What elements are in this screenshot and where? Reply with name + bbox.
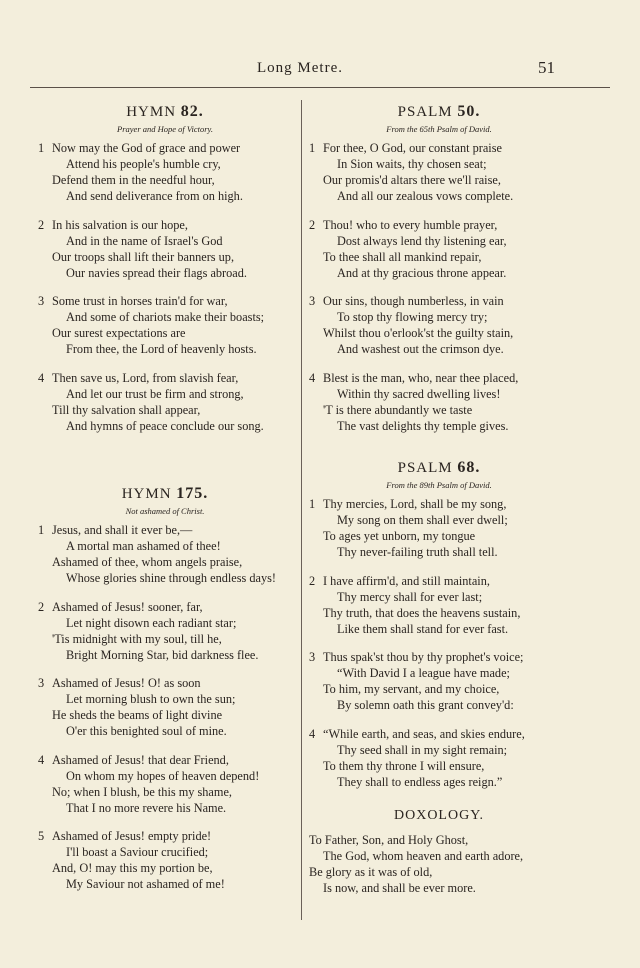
title-prefix: PSALM xyxy=(397,460,453,476)
verse-line: Thy seed shall in my sight remain; xyxy=(337,742,508,757)
stanza-number: 4 xyxy=(38,370,45,385)
verse-line: 3 Ashamed of Jesus! O! as soon xyxy=(38,676,201,690)
verse-line: He sheds the beams of light divine xyxy=(52,708,223,722)
piece-title xyxy=(34,102,296,122)
column-divider xyxy=(301,100,302,920)
verse-line: Thy mercy shall for ever last; xyxy=(337,589,483,604)
stanza-number: 4 xyxy=(309,726,316,741)
verse-line: My song on them shall ever dwell; xyxy=(337,513,508,527)
stanza xyxy=(34,828,296,892)
title-prefix: PSALM xyxy=(397,104,453,120)
stanza xyxy=(305,293,573,357)
verse-line: I'll boast a Saviour crucified; xyxy=(66,845,209,859)
verse-line: 'T is there abundantly we taste xyxy=(323,402,473,417)
verse-line: Whose glories shine through endless days! xyxy=(66,571,277,585)
running-head xyxy=(0,60,640,84)
verse-line: And some of chariots make their boasts; xyxy=(66,310,265,324)
verse-line: Our troops shall lift their banners up, xyxy=(52,249,235,264)
verse-line: To stop thy flowing mercy try; xyxy=(337,310,488,324)
verse-line: 4 Ashamed of Jesus! that dear Friend, xyxy=(38,752,229,767)
stanza-number: 2 xyxy=(309,217,316,232)
title-prefix: HYMN xyxy=(121,486,172,502)
running-title: Long Metre. xyxy=(257,60,343,76)
verse-line: And send deliverance from on high. xyxy=(66,189,243,203)
verse-line: 1 Jesus, and shall it ever be,— xyxy=(38,523,193,537)
verse-line: From thee, the Lord of heavenly hosts. xyxy=(66,342,257,356)
verse-line: In Sion waits, thy chosen seat; xyxy=(337,157,487,171)
verse-line: No; when I blush, be this my shame, xyxy=(52,784,232,799)
verse-line: 2 I have affirm'd, and still maintain, xyxy=(309,573,490,588)
stanza xyxy=(34,752,296,816)
verse-line: On whom my hopes of heaven depend! xyxy=(66,768,260,783)
verse-line: To them thy throne I will ensure, xyxy=(323,758,485,773)
verse-line: O'er this benighted soul of mine. xyxy=(66,724,227,738)
verse-line: 3 Thus spak'st thou by thy prophet's voice; xyxy=(309,650,524,664)
stanza-number: 5 xyxy=(38,829,45,843)
verse-line: Defend them in the needful hour, xyxy=(52,173,215,187)
verse-line: 2 In his salvation is our hope, xyxy=(38,217,188,232)
verse-line: To him, my servant, and my choice, xyxy=(323,682,500,696)
verse-line: Within thy sacred dwelling lives! xyxy=(337,386,501,401)
verse-line: 1 Now may the God of grace and power xyxy=(38,141,241,155)
verse-line: And hymns of peace conclude our song. xyxy=(66,418,264,433)
verse-line: 4 “While earth, and seas, and skies endure, xyxy=(309,726,525,741)
hymn-175 xyxy=(34,484,296,892)
verse-line: 3 Our sins, though numberless, in vain xyxy=(309,294,504,308)
psalm-68 xyxy=(305,458,573,790)
piece-title xyxy=(305,458,573,478)
stanza-number: 4 xyxy=(38,752,45,767)
stanza-number: 2 xyxy=(38,599,45,614)
stanza xyxy=(34,217,296,281)
verse-line: 4 Blest is the man, who, near thee placed, xyxy=(309,370,519,385)
stanza-number: 1 xyxy=(38,523,45,537)
verse-line: To thee shall all mankind repair, xyxy=(323,249,482,264)
verse-line: And washest out the crimson dye. xyxy=(337,342,504,356)
stanza-number: 3 xyxy=(309,294,316,308)
stanza-number: 1 xyxy=(309,141,316,155)
verse-line: They shall to endless ages reign.” xyxy=(337,774,503,789)
header-rule xyxy=(30,87,610,88)
stanza xyxy=(305,496,573,560)
verse-line: By solemn oath this grant convey'd: xyxy=(337,698,514,712)
verse-line: Till thy salvation shall appear, xyxy=(52,402,201,417)
verse-line: The vast delights thy temple gives. xyxy=(337,418,509,433)
stanza xyxy=(34,522,296,586)
stanza xyxy=(34,140,296,204)
verse-line: Attend his people's humble cry, xyxy=(66,157,221,171)
stanza-number: 1 xyxy=(309,497,316,511)
verse-line: And in the name of Israel's God xyxy=(66,233,223,248)
stanza xyxy=(34,370,296,434)
verse-line: Let night disown each radiant star; xyxy=(66,615,237,630)
piece-subtitle: Not ashamed of Christ. xyxy=(125,506,205,516)
title-number: 82. xyxy=(180,103,204,120)
title-number: 68. xyxy=(457,459,481,476)
title-prefix: HYMN xyxy=(126,104,177,120)
verse-line: Bright Morning Star, bid darkness flee. xyxy=(66,647,259,662)
verse-line: 1 For thee, O God, our constant praise xyxy=(309,141,502,155)
doxology xyxy=(305,806,573,896)
verse-line: 5 Ashamed of Jesus! empty pride! xyxy=(38,829,212,843)
doxology-line: The God, whom heaven and earth adore, xyxy=(323,849,524,863)
verse-line: And at thy gracious throne appear. xyxy=(337,265,507,280)
stanza-number: 1 xyxy=(38,141,45,155)
verse-line: Like them shall stand for ever fast. xyxy=(337,621,509,636)
stanza-number: 4 xyxy=(309,370,316,385)
verse-line: Whilst thou o'erlook'st the guilty stain, xyxy=(323,326,514,340)
verse-line: A mortal man ashamed of thee! xyxy=(66,539,221,553)
stanza xyxy=(305,649,573,713)
verse-line: And let our trust be firm and strong, xyxy=(66,386,244,401)
stanza xyxy=(305,140,573,204)
doxology-line: To Father, Son, and Holy Ghost, xyxy=(309,833,469,847)
verse-line: Our navies spread their flags abroad. xyxy=(66,265,247,280)
verse-line: “With David I a league have made; xyxy=(337,666,510,680)
piece-title xyxy=(34,484,296,504)
title-number: 175. xyxy=(176,485,209,502)
doxology-title: DOXOLOGY. xyxy=(393,808,485,823)
verse-line: Ashamed of thee, whom angels praise, xyxy=(52,555,243,569)
psalm-50 xyxy=(305,102,573,434)
stanza-number: 2 xyxy=(38,217,45,232)
title-number: 50. xyxy=(457,103,481,120)
verse-line: Let morning blush to own the sun; xyxy=(66,692,236,706)
stanza xyxy=(34,293,296,357)
piece-title xyxy=(305,102,573,122)
verse-line: 'Tis midnight with my soul, till he, xyxy=(52,631,222,646)
stanza-number: 3 xyxy=(38,294,45,308)
verse-line: Thy truth, that does the heavens sustain, xyxy=(323,605,521,620)
verse-line: Our promis'd altars there we'll raise, xyxy=(323,173,501,187)
verse-line: My Saviour not ashamed of me! xyxy=(66,877,225,891)
verse-line: 2 Ashamed of Jesus! sooner, far, xyxy=(38,599,203,614)
verse-line: 3 Some trust in horses train'd for war, xyxy=(38,294,228,308)
doxology-line: Be glory as it was of old, xyxy=(309,865,433,879)
page-number: 51 xyxy=(538,58,555,77)
verse-line: And, O! may this my portion be, xyxy=(52,861,213,875)
stanza-number: 2 xyxy=(309,573,316,588)
stanza xyxy=(305,726,573,790)
verse-line: Dost always lend thy listening ear, xyxy=(337,233,507,248)
verse-line: That I no more revere his Name. xyxy=(66,800,227,815)
verse-line: 1 Thy mercies, Lord, shall be my song, xyxy=(309,497,507,511)
verse-line: 4 Then save us, Lord, from slavish fear, xyxy=(38,370,239,385)
stanza xyxy=(34,599,296,663)
stanza xyxy=(34,675,296,739)
verse-line: 2 Thou! who to every humble prayer, xyxy=(309,217,498,232)
stanza xyxy=(305,573,573,637)
piece-subtitle: Prayer and Hope of Victory. xyxy=(117,124,213,134)
stanza xyxy=(305,370,573,434)
piece-subtitle: From the 65th Psalm of David. xyxy=(386,124,492,134)
hymn-82 xyxy=(34,102,296,434)
doxology-line: Is now, and shall be ever more. xyxy=(323,881,476,895)
verse-line: Thy never-failing truth shall tell. xyxy=(337,545,498,559)
verse-line: To ages yet unborn, my tongue xyxy=(323,529,476,543)
verse-line: And all our zealous vows complete. xyxy=(337,189,514,203)
piece-subtitle: From the 89th Psalm of David. xyxy=(386,480,492,490)
verse-line: Our surest expectations are xyxy=(52,326,186,340)
stanza-number: 3 xyxy=(38,676,45,690)
stanza xyxy=(305,217,573,281)
stanza-number: 3 xyxy=(309,650,316,664)
